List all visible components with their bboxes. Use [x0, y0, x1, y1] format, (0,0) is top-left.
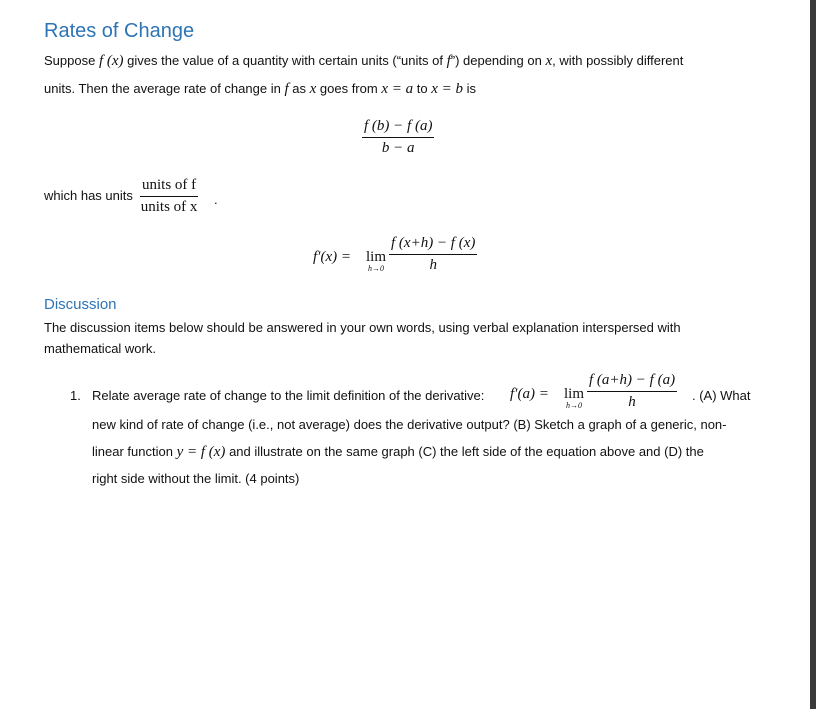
item-text: right side without the limit. (4 points)	[92, 471, 300, 486]
math: x	[545, 53, 553, 69]
units-label: which has units	[44, 188, 133, 203]
item-math-lhs: f′(a) =	[510, 386, 549, 402]
numerator: f (x+h) − f (x)	[389, 235, 477, 255]
lim-text: lim	[564, 386, 585, 402]
math: x = b	[431, 81, 463, 97]
text: Suppose	[44, 53, 96, 68]
math: f (x)	[98, 53, 124, 69]
intro-line-1	[44, 53, 683, 70]
item-text: new kind of rate of change (i.e., not average) does the derivative output? (B) Sketch a graph of a generic, non-	[92, 417, 727, 432]
text: ”) depending on	[450, 53, 542, 68]
average-rate-fraction	[362, 118, 434, 157]
math: x	[309, 81, 317, 97]
text: to	[416, 81, 428, 96]
lim-subscript: h→0	[368, 264, 384, 273]
text: gives the value of a quantity with certain units (“units of	[127, 53, 443, 68]
derivative-lhs: f′(x) =	[313, 249, 351, 265]
discussion-text: The discussion items below should be answered in your own words, using verbal explanation interspersed with	[44, 320, 681, 335]
units-fraction	[140, 177, 198, 216]
text: linear function	[92, 444, 173, 459]
denominator: h	[628, 394, 636, 410]
item-text: Relate average rate of change to the limit definition of the derivative:	[92, 388, 485, 403]
numerator: units of f	[140, 177, 198, 197]
limit	[564, 386, 584, 410]
text: goes from	[319, 81, 378, 96]
text: , with possibly different	[552, 53, 684, 68]
text: units. Then the average rate of change in	[44, 81, 281, 96]
item-text: . (A) What	[692, 388, 751, 403]
lim-subscript: h→0	[566, 401, 582, 410]
item-fraction	[587, 372, 677, 411]
numerator: f (a+h) − f (a)	[587, 372, 677, 392]
math: x = a	[381, 81, 414, 97]
math: y = f (x)	[176, 444, 226, 460]
derivative-fraction	[389, 235, 477, 274]
denominator: b − a	[381, 140, 415, 156]
intro-line-2	[44, 81, 476, 98]
discussion-text: mathematical work.	[44, 341, 156, 356]
text: is	[466, 81, 476, 96]
limit	[366, 249, 386, 273]
scrollbar[interactable]	[810, 0, 816, 709]
math: f	[284, 81, 289, 97]
item-text	[92, 444, 704, 461]
text: and illustrate on the same graph (C) the left side of the equation above and (D) the	[229, 444, 704, 459]
denominator: h	[429, 257, 437, 273]
text: as	[292, 81, 306, 96]
lim-text: lim	[366, 249, 387, 265]
math: f	[446, 53, 451, 69]
period: .	[214, 192, 218, 207]
page-title: Rates of Change	[44, 20, 195, 42]
denominator: units of x	[140, 199, 198, 215]
discussion-heading: Discussion	[44, 296, 117, 313]
numerator: f (b) − f (a)	[362, 118, 434, 138]
item-number: 1.	[70, 388, 81, 403]
